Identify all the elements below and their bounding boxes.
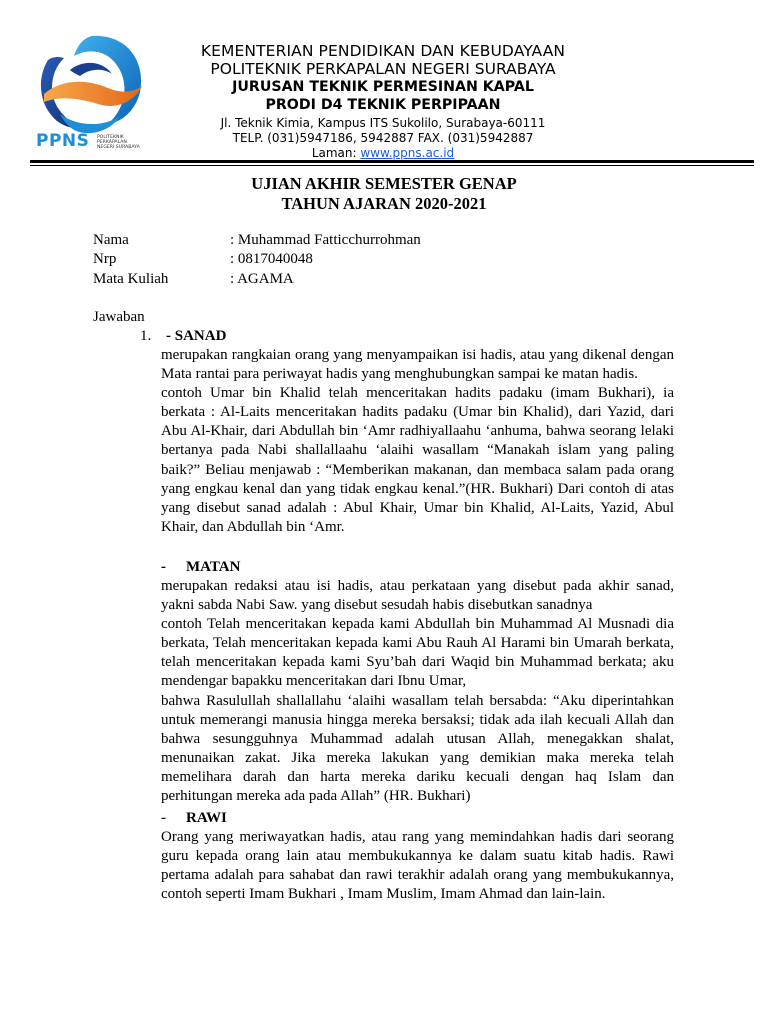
address-text: Jl. Teknik Kimia, Kampus ITS Sukolilo, Surabaya-60111 [220,116,546,130]
paragraph: merupakan redaksi atau isi hadis, atau perkataan yang disebut pada akhir sanad, yakni sabda Nabi Saw. yang disebut sesudah habis disebutkan sanadnya [161,578,674,614]
academic-year: TAHUN AJARAN 2020-2021 [281,194,487,213]
section-body-matan [161,577,674,806]
paragraph: contoh Telah menceritakan kepada kami Abdullah bin Muhammad Al Musnadi dia berkata, Telah menceritakan kepada kami Abu Rauh Al Harami bin Umarah berkata, telah menceritakan kepada kami Syu’bah dari Waqid bin Muhammad berkata; aku mendengar bapakku menceritakan dari Ibnu Umar, [161,616,674,690]
section-heading-rawi: RAWI [186,810,227,826]
logo-subtext-line: NEGERI SURABAYA [97,145,140,151]
institution-name: POLITEKNIK PERKAPALAN NEGERI SURABAYA [210,60,556,78]
paragraph: merupakan rangkaian orang yang menyampaikan isi hadis, atau yang dikenal dengan Mata rantai para periwayat hadis yang menghubungkan sampai ke matan hadis. [161,347,674,383]
paragraph: Orang yang meriwayatkan hadis, atau rang yang memindahkan hadis dari seorang guru kepada orang lain atau membukukannya ke dalam suatu kitab hadis. Rawi pertama adalah para sahabat dan rawi terakhir adalah orang yang membukukannya, contoh seperti Imam Bukhari , Imam Muslim, Imam Ahmad dan lain-lain. [161,829,674,903]
website-line [150,146,616,161]
letterhead [150,42,616,161]
info-label: Nama [93,232,129,248]
phone-text: TELP. (031)5947186, 5942887 FAX. (031)5942887 [232,131,534,145]
section-heading-sanad [166,327,226,346]
section-body-sanad [161,346,674,537]
section-prefix: - [166,328,175,344]
logo-subtext-line: PERKAPALAN [97,140,127,146]
exam-title: UJIAN AKHIR SEMESTER GENAP [251,174,517,193]
ministry-name: KEMENTERIAN PENDIDIKAN DAN KEBUDAYAAN [200,42,566,60]
section-body-rawi [161,828,674,904]
logo-subtext [97,135,157,151]
section-prefix: - [161,559,166,575]
logo-subtext-line: POLITEKNIK [97,135,124,140]
info-value: : Muhammad Fatticchurrohman [230,232,421,248]
logo-text: PPNS [36,131,90,151]
program-name: PRODI D4 TEKNIK PERPIPAAN [265,97,501,113]
header-divider-thick [30,160,754,163]
jawaban-label: Jawaban [93,309,145,325]
header-divider-thin [30,165,754,166]
info-value: : 0817040048 [230,251,313,267]
website-label: Laman: [311,146,361,160]
section-heading-matan: MATAN [186,559,241,575]
paragraph: contoh Umar bin Khalid telah menceritakan hadits padaku (imam Bukhari), ia berkata : Al-Laits menceritakan hadits padaku (Umar bin Khalid), dari Yazid, dari Abu Al-Khair, dari Abdullah bin ‘Amr radhiyallaahu ‘anhuma, bahwa seorang lelaki bertanya pada Nabi shallallaahu ‘alaihi wasallam “Manakah islam yang paling baik?” Beliau menjawab : “Memberikan makanan, dan membaca salam pada orang yang engkau kenal dan yang tidak engkau kenal.”(HR. Bukhari) Dari contoh di atas yang disebut sanad adalah : Abul Khair, Umar bin Khalid, Al-Laits, Yazid, Abul Khair, dan Abdullah bin ‘Amr. [161,385,674,535]
info-value: : AGAMA [230,271,294,287]
website-link[interactable]: www.ppns.ac.id [360,146,455,160]
section-title: SANAD [174,328,227,344]
info-label: Nrp [93,251,117,267]
info-label: Mata Kuliah [93,271,169,287]
section-prefix: - [161,810,166,826]
department-name: JURUSAN TEKNIK PERMESINAN KAPAL [232,79,534,95]
paragraph: bahwa Rasulullah shallallahu ‘alaihi wasallam telah bersabda: “Aku diperintahkan untuk memerangi manusia hingga mereka bersaksi; tidak ada ilah kecuali Allah dan bahwa sesungguhnya Muhammad adalah utusan Allah, menegakkan shalat, menunaikan zakat. Jika mereka lakukan yang demikian maka mereka telah memelihara darah dan harta mereka dariku kecuali dengan haq Islam dan perhitungan mereka ada pada Allah” (HR. Bukhari) [161,692,674,805]
answer-number: 1. [140,328,152,344]
